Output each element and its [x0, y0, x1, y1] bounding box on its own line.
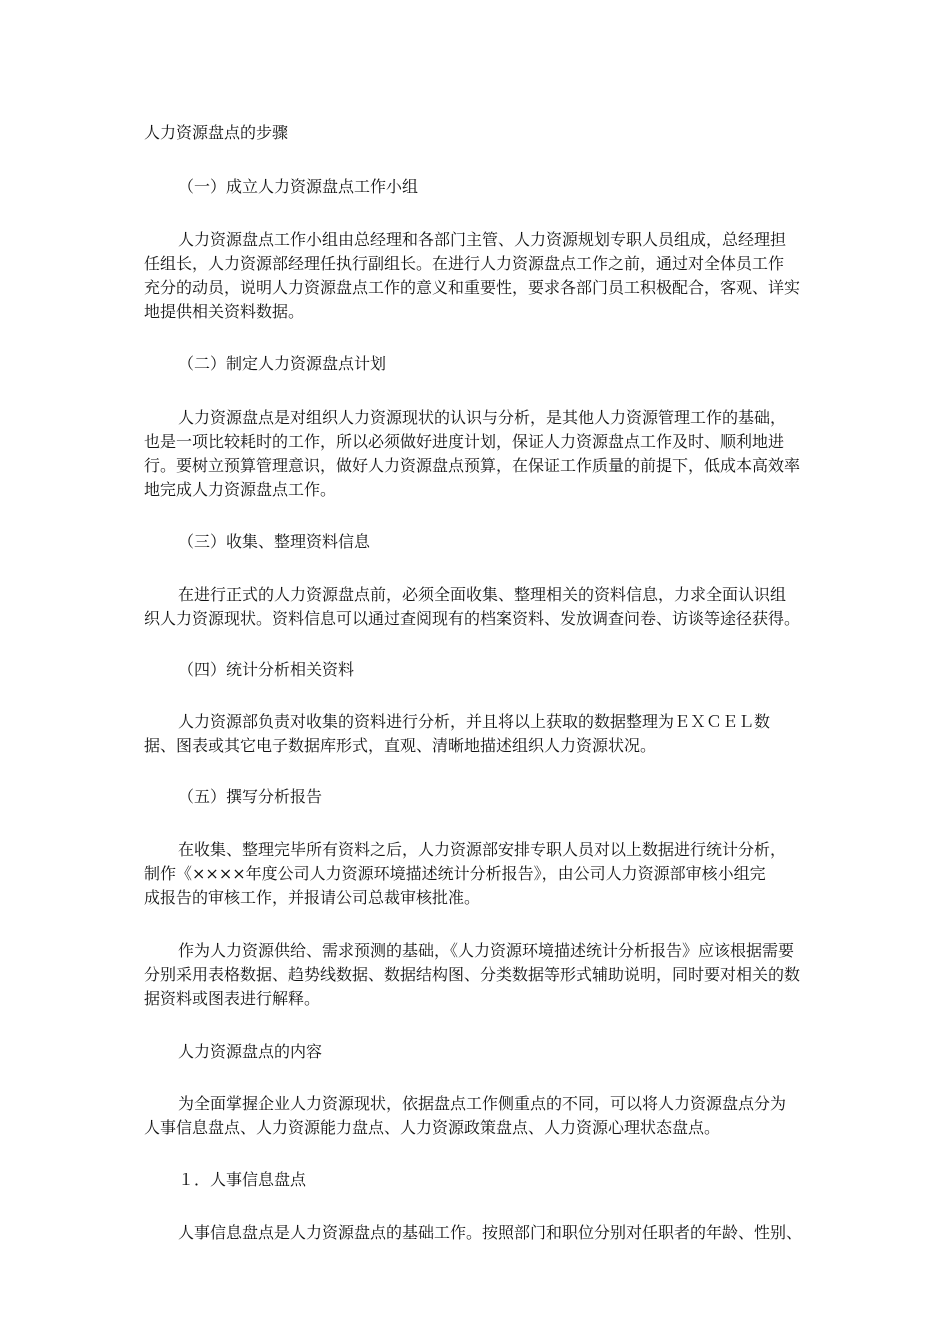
paragraph-line: 地完成人力资源盘点工作。 [144, 480, 337, 499]
paragraph-line: 人力资源盘点工作小组由总经理和各部门主管、人力资源规划专职人员组成，总经理担 [178, 230, 787, 249]
paragraph-line: 人事信息盘点是人力资源盘点的基础工作。按照部门和职位分别对任职者的年龄、性别、 [178, 1223, 803, 1242]
document-title: 人力资源盘点的步骤 [144, 123, 289, 142]
paragraph-line: 作为人力资源供给、需求预测的基础，《人力资源环境描述统计分析报告》应该根据需要 [178, 941, 795, 960]
item-heading-1: １．人事信息盘点 [178, 1170, 307, 1189]
section-heading-3: （三）收集、整理资料信息 [178, 532, 371, 551]
paragraph-line: 据资料或图表进行解释。 [144, 989, 321, 1008]
paragraph-line: 成报告的审核工作，并报请公司总裁审核批准。 [144, 888, 481, 907]
section-heading-1: （一）成立人力资源盘点工作小组 [178, 177, 419, 196]
paragraph-line: 在进行正式的人力资源盘点前，必须全面收集、整理相关的资料信息，力求全面认识组 [178, 585, 787, 604]
content-heading: 人力资源盘点的内容 [178, 1042, 323, 1061]
paragraph-line: 人力资源部负责对收集的资料进行分析，并且将以上获取的数据整理为ＥＸＣＥＬ数 [178, 712, 771, 731]
paragraph-line: 制作《××××年度公司人力资源环境描述统计分析报告》，由公司人力资源部审核小组完 [144, 864, 766, 883]
paragraph-line: 行。要树立预算管理意识，做好人力资源盘点预算，在保证工作质量的前提下，低成本高效率 [144, 456, 801, 475]
paragraph-line: 任组长，人力资源部经理任执行副组长。在进行人力资源盘点工作之前，通过对全体员工作 [144, 254, 785, 273]
paragraph-line: 充分的动员，说明人力资源盘点工作的意义和重要性，要求各部门员工积极配合，客观、详实 [144, 278, 801, 297]
paragraph-line: 为全面掌握企业人力资源现状，依据盘点工作侧重点的不同，可以将人力资源盘点分为 [178, 1094, 787, 1113]
paragraph-line: 织人力资源现状。资料信息可以通过查阅现有的档案资料、发放调查问卷、访谈等途径获得。 [144, 609, 801, 628]
section-heading-5: （五）撰写分析报告 [178, 787, 323, 806]
paragraph-line: 在收集、整理完毕所有资料之后，人力资源部安排专职人员对以上数据进行统计分析， [178, 840, 787, 859]
section-heading-4: （四）统计分析相关资料 [178, 660, 355, 679]
paragraph-line: 据、图表或其它电子数据库形式，直观、清晰地描述组织人力资源状况。 [144, 736, 657, 755]
paragraph-line: 人力资源盘点是对组织人力资源现状的认识与分析，是其他人力资源管理工作的基础， [178, 408, 787, 427]
section-heading-2: （二）制定人力资源盘点计划 [178, 354, 387, 373]
paragraph-line: 地提供相关资料数据。 [144, 302, 305, 321]
paragraph-line: 也是一项比较耗时的工作，所以必须做好进度计划，保证人力资源盘点工作及时、顺利地进 [144, 432, 785, 451]
paragraph-line: 分别采用表格数据、趋势线数据、数据结构图、分类数据等形式辅助说明，同时要对相关的数 [144, 965, 801, 984]
paragraph-line: 人事信息盘点、人力资源能力盘点、人力资源政策盘点、人力资源心理状态盘点。 [144, 1118, 721, 1137]
